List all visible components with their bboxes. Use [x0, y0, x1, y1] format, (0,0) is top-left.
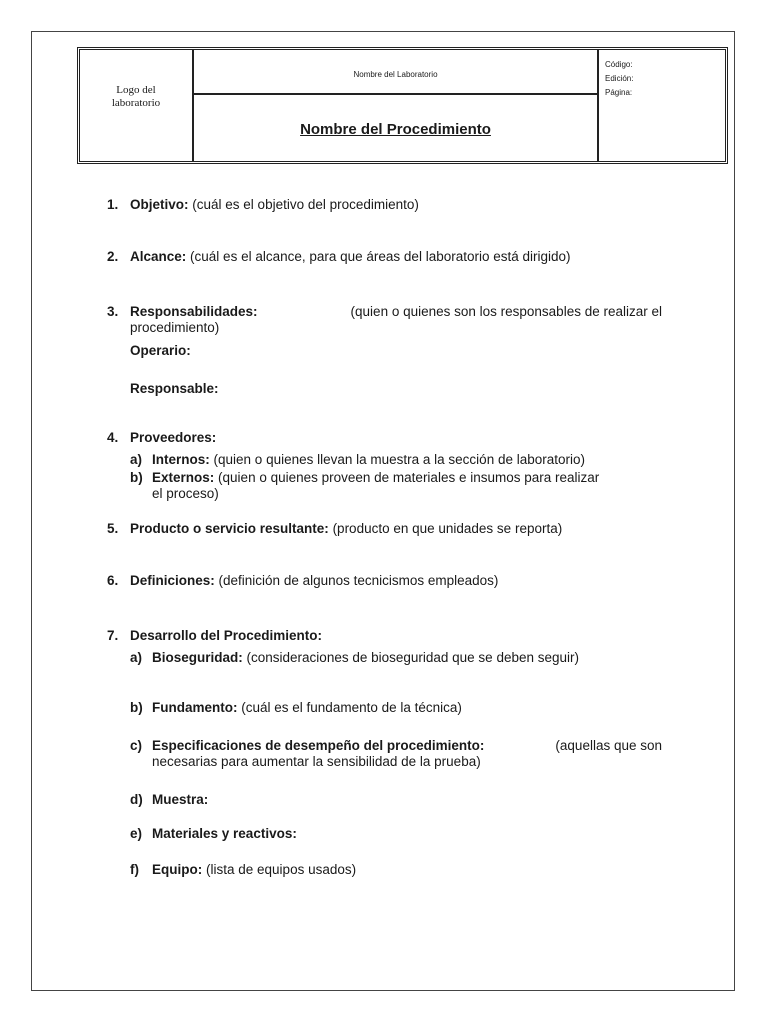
logo-line-1: Logo del [116, 84, 156, 96]
section-4b-description-line-1: (quien o quienes proveen de materiales e insumos para realizar [218, 470, 600, 485]
section-3-number: 3. [107, 304, 119, 319]
section-7f-title: Equipo: [152, 862, 203, 877]
section-6-description: (definición de algunos tecnicismos empleados) [218, 573, 499, 588]
section-6-title: Definiciones: [130, 573, 215, 588]
section-3-title: Responsabilidades: [130, 304, 258, 319]
section-4-title: Proveedores: [130, 430, 217, 445]
section-7c-title: Especificaciones de desempeño del procedimiento: [152, 738, 485, 753]
section-4-number: 4. [107, 430, 119, 445]
section-7b-description: (cuál es el fundamento de la técnica) [241, 700, 462, 715]
section-7b-title: Fundamento: [152, 700, 238, 715]
section-4a-description: (quien o quienes llevan la muestra a la sección de laboratorio) [213, 452, 585, 467]
section-7d-title: Muestra: [152, 792, 209, 807]
pagina-label: Página: [605, 88, 633, 97]
section-7-number: 7. [107, 628, 119, 643]
section-7c-description-line-1: (aquellas que son [555, 738, 662, 753]
section-7a-letter: a) [130, 650, 143, 665]
responsable-label: Responsable: [130, 381, 219, 396]
operario-label: Operario: [130, 343, 191, 358]
section-3-line-1 [130, 304, 662, 320]
section-1-title: Objetivo: [130, 197, 189, 212]
section-5-description: (producto en que unidades se reporta) [332, 521, 563, 536]
procedure-name: Nombre del Procedimiento [300, 121, 491, 138]
section-7c-letter: c) [130, 738, 143, 753]
section-7c-line-1 [152, 738, 662, 754]
logo-placeholder [80, 84, 192, 110]
lab-name: Nombre del Laboratorio [353, 70, 438, 79]
section-7b-letter: b) [130, 700, 143, 715]
section-4b-title: Externos: [152, 470, 215, 485]
document-page [31, 31, 735, 991]
codigo-label: Código: [605, 60, 633, 69]
lab-name-cell [194, 50, 597, 95]
section-6-number: 6. [107, 573, 119, 588]
section-7e-letter: e) [130, 826, 143, 841]
section-4b [152, 470, 599, 486]
section-5-number: 5. [107, 521, 119, 536]
section-7-title: Desarrollo del Procedimiento: [130, 628, 323, 643]
section-5 [130, 521, 562, 537]
section-1 [130, 197, 419, 213]
section-5-title: Producto o servicio resultante: [130, 521, 329, 536]
header-table [77, 47, 728, 164]
logo-line-2: laboratorio [111, 97, 161, 109]
section-3-description-line-2: procedimiento) [130, 320, 220, 335]
section-4b-description-line-2: el proceso) [152, 486, 219, 501]
section-7e-title: Materiales y reactivos: [152, 826, 297, 841]
section-7a-title: Bioseguridad: [152, 650, 243, 665]
section-1-number: 1. [107, 197, 119, 212]
procedure-name-cell [194, 97, 597, 161]
section-4a [152, 452, 585, 468]
section-7a-description: (consideraciones de bioseguridad que se deben seguir) [246, 650, 580, 665]
section-2-description: (cuál es el alcance, para que áreas del laboratorio está dirigido) [190, 249, 571, 264]
section-7b [152, 700, 462, 716]
section-7c-description-line-2: necesarias para aumentar la sensibilidad de la prueba) [152, 754, 481, 769]
section-2-title: Alcance: [130, 249, 187, 264]
section-7f-description: (lista de equipos usados) [206, 862, 357, 877]
section-1-description: (cuál es el objetivo del procedimiento) [192, 197, 419, 212]
section-3-description-line-1: (quien o quienes son los responsables de realizar el [350, 304, 662, 319]
section-6 [130, 573, 498, 589]
section-7a [152, 650, 579, 666]
document-meta-cell [597, 50, 725, 161]
edicion-label: Edición: [605, 74, 634, 83]
section-7f [152, 862, 356, 878]
section-4b-letter: b) [130, 470, 143, 485]
section-2 [130, 249, 571, 265]
section-2-number: 2. [107, 249, 119, 264]
section-4a-letter: a) [130, 452, 143, 467]
section-7d-letter: d) [130, 792, 143, 807]
section-4a-title: Internos: [152, 452, 210, 467]
section-7f-letter: f) [130, 862, 139, 877]
logo-cell [80, 50, 194, 161]
